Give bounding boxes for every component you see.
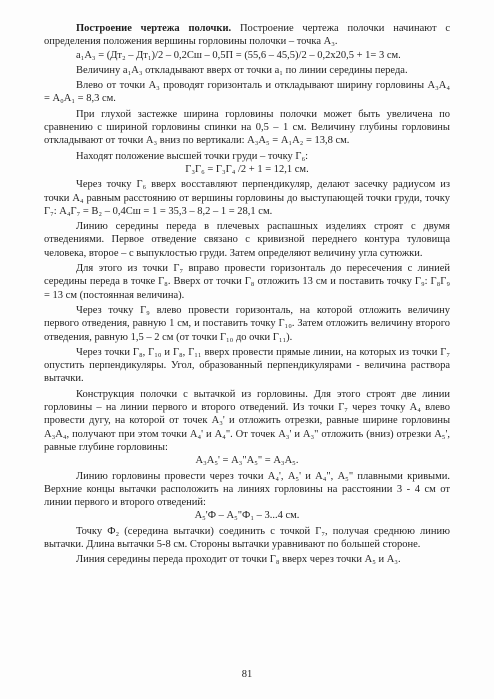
paragraph: Линию середины переда в плечевых распашных изделиях строят с двумя отведениями. Первое отведение связано с кривизной переднего контура туловища человека, второе – с выпуклостью груди. Затем определяют величину угла сутюжки. xyxy=(44,221,450,259)
paragraph-intro xyxy=(44,22,450,49)
paragraph-text: Построение чертежа полочки начинают с определения положения вершины горловины полочки – точка А₃. xyxy=(44,23,451,48)
paragraph: Влево от точки А₃ проводят горизонталь и откладывают ширину горловины А₃А₄ = А₀А₁ = 8,3 см. xyxy=(44,80,450,105)
paragraph: Величину а₁А₃ откладывают вверх от точки а₁ по линии середины переда. xyxy=(76,64,408,76)
paragraph: Линия середины переда проходит от точки Г₈ вверх через точки А₅ и А₃. xyxy=(76,554,401,566)
formula-a5f: А₅'Ф – А₅"Ф₁ – 3...4 см. xyxy=(194,510,300,522)
paragraph: Линию горловины провести через точки А₄', А₅' и А₄", А₅" плавными кривыми. Верхние концы вытачки расположить на линиях горловины на расстоянии 3 - 4 см от линии первого и второго отведений: xyxy=(44,470,450,509)
formula-g3g6: Г₃Г₆ = Г₃Г₄ /2 + 1 = 12,1 см. xyxy=(185,163,309,175)
paragraph: Для этого из точки Г₇ вправо провести горизонталь до пересечения с линией середины переда в точке Г₈. Вверх от точки Г₈ отложить 13 см и поставить точку Г₉: Г₈Г₉ = 13 см (постоянная величина). xyxy=(44,263,450,301)
paragraph: Точку Ф₂ (середина вытачки) соединить с точкой Г₇, получая среднюю линию вытачки. Длина вытачки 5-8 см. Стороны вытачки уравнивают по большей стороне. xyxy=(44,525,450,550)
formula-a3a5: А₃А₅' = А₃"А₅" = А₃А₅. xyxy=(195,455,299,467)
paragraph: Через точку Г₆ вверх восставляют перпендикуляр, делают засечку радиусом из точки А₄ равным расстоянию от вершины горловины до выступающей точки груди, точку Г₇: А₄Г₇ = В₂ – 0,4Сш = 1 = 35,3 – 8,2 – 1 = 28,1 см. xyxy=(44,179,450,217)
paragraph: Находят положение высшей точки груди – точку Г₆: xyxy=(76,150,309,162)
paragraph: Через точку Г₉ влево провести горизонталь, на которой отложить величину первого отведения, равную 1 см, и поставить точку Г₁₀. Затем отложить величину второго отведения, равную 1,5 – 2 см (от точки Г₁₀ до очки Г₁₁). xyxy=(44,304,450,343)
paragraph: Через точки Г₈, Г₁₀ и Г₈, Г₁₁ вверх провести прямые линии, на которых из точки Г₇ опустить перпендикуляры. Угол, образованный перпендикулярами - величина раствора вытачки. xyxy=(44,346,450,385)
page-number: 81 xyxy=(241,669,253,680)
formula-a1a3: а₁А₃ = (Дт₂ – Дт₁)/2 – 0,2Сш – 0,5П = (55,6 – 45,5)/2 – 0,2x20,5 + 1= 3 см. xyxy=(76,49,401,61)
paragraph: При глухой застежке ширина горловины полочки может быть увеличена по сравнению с шириной горловины спинки на 0,5 – 1 см. Величину глубины горловины откладывают от точки А₃ вниз по вертикали: А₃А₅ = А₁А₂ = 13,8 см. xyxy=(44,108,450,147)
document-body xyxy=(44,22,450,567)
section-title: Построение чертежа полочки. xyxy=(76,23,232,34)
paragraph: Конструкция полочки с вытачкой из горловины. Для этого строят две линии горловины – на линии первого и второго отведений. Из точки Г₇ через точку А₄ влево провести дугу, на которой от точек А₃' и отложить отрезки, равные ширине горловины А₃А₄, получают при этом точки А₄' и А₄". От точек А₃' и А₃" отложить (вниз) отрезки А₅', равные глубине горловины: xyxy=(44,388,450,453)
